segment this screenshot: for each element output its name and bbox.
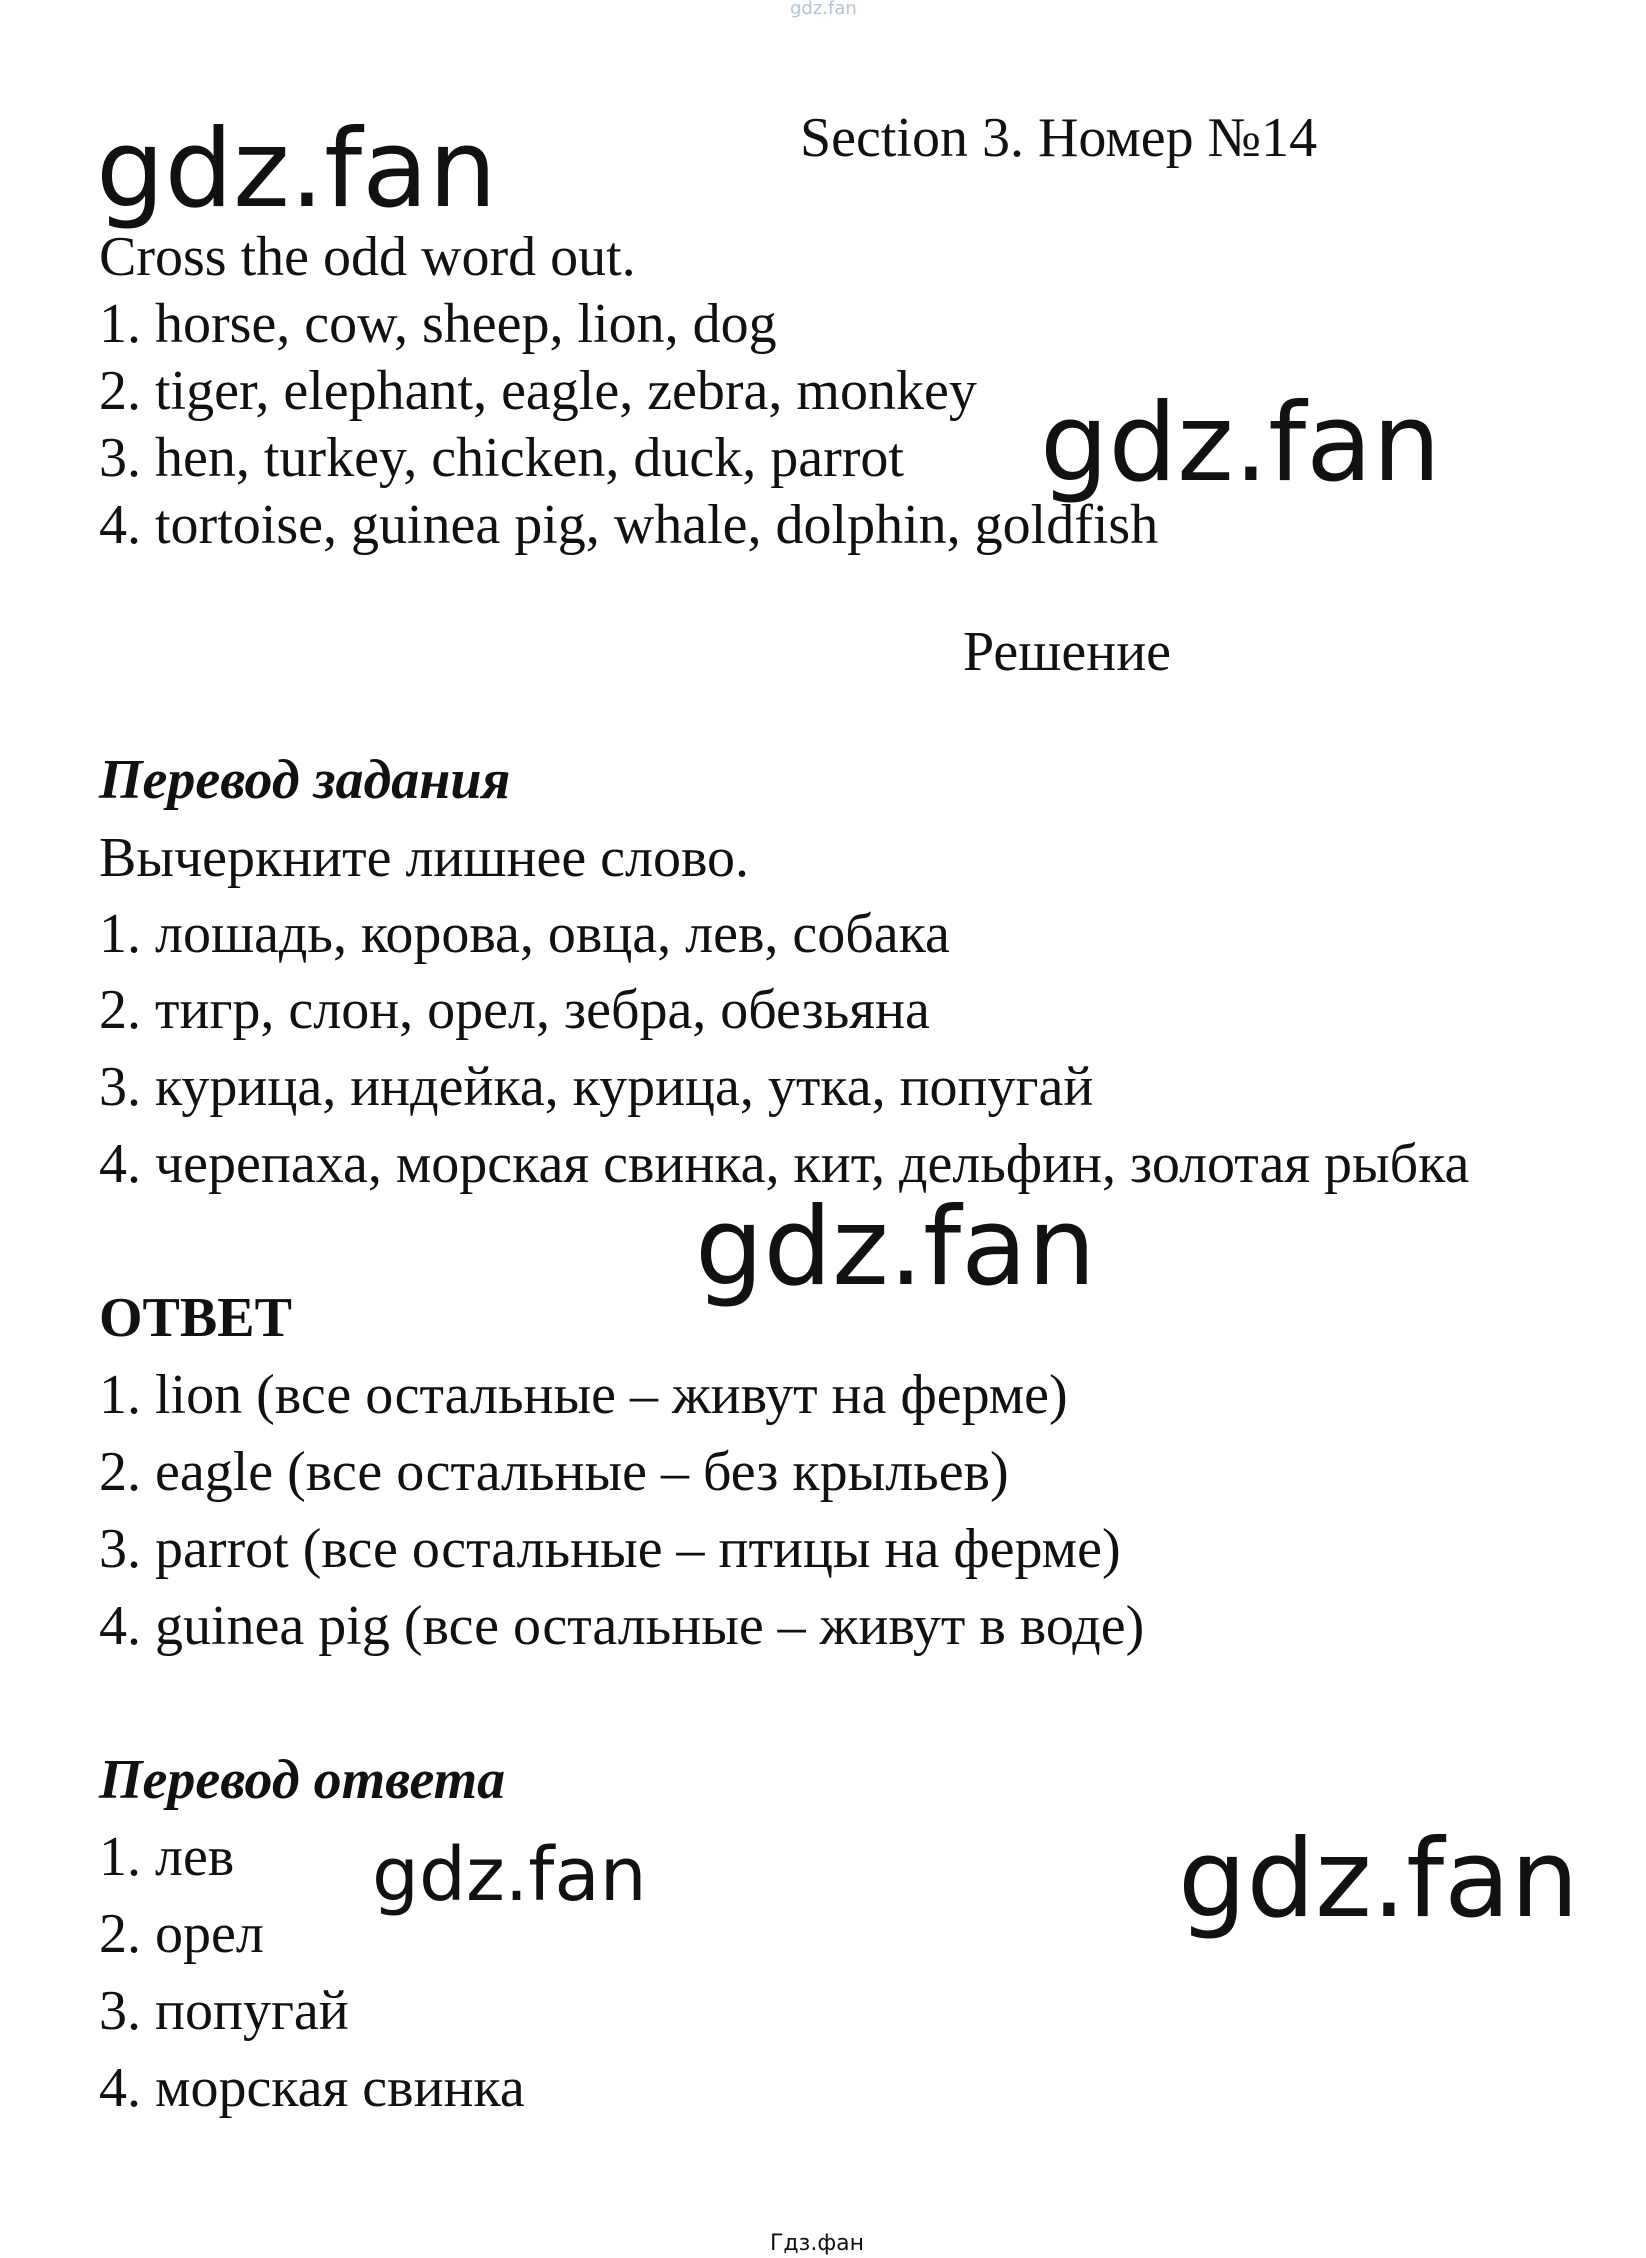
- answer-item: 1. lion (все остальные – живут на ферме): [99, 1364, 1068, 1426]
- watermark-lower-small: gdz.fan: [372, 1832, 647, 1918]
- task-instruction: Cross the odd word out.: [99, 226, 636, 288]
- answer-translation-heading: Перевод ответа: [99, 1749, 506, 1811]
- task-translation-item: 3. курица, индейка, курица, утка, попугай: [99, 1056, 1094, 1118]
- task-translation-heading: Перевод задания: [99, 749, 511, 811]
- answer-item: 2. eagle (все остальные – без крыльев): [99, 1441, 1009, 1503]
- task-translation-item: 4. черепаха, морская свинка, кит, дельфин, золотая рыбка: [99, 1133, 1470, 1195]
- answer-item: 3. parrot (все остальные – птицы на ферме): [99, 1518, 1121, 1580]
- task-item: 4. tortoise, guinea pig, whale, dolphin, goldfish: [99, 494, 1159, 556]
- answer-translation-item: 2. орел: [99, 1903, 264, 1965]
- solution-heading: Решение: [963, 621, 1172, 683]
- task-translation-item: 1. лошадь, корова, овца, лев, собака: [99, 903, 950, 965]
- section-title: Section 3. Номер №14: [800, 107, 1318, 169]
- task-item: 3. hen, turkey, chicken, duck, parrot: [99, 427, 904, 489]
- watermark-mid-right: gdz.fan: [1040, 381, 1441, 506]
- answer-translation-item: 3. попугай: [99, 1980, 349, 2042]
- answer-heading: ОТВЕТ: [99, 1287, 292, 1349]
- watermark-top-left: gdz.fan: [96, 107, 497, 232]
- watermark-top-small: gdz.fan: [790, 0, 857, 19]
- watermark-lower-right: gdz.fan: [1178, 1817, 1579, 1942]
- task-translation-instruction: Вычеркните лишнее слово.: [99, 827, 750, 889]
- watermark-bottom: Гдз.фан: [770, 2231, 864, 2256]
- task-item: 2. tiger, elephant, eagle, zebra, monkey: [99, 360, 977, 422]
- task-item: 1. horse, cow, sheep, lion, dog: [99, 293, 777, 355]
- answer-translation-item: 4. морская свинка: [99, 2057, 525, 2119]
- watermark-center: gdz.fan: [695, 1185, 1096, 1310]
- answer-translation-item: 1. лев: [99, 1826, 235, 1888]
- task-translation-item: 2. тигр, слон, орел, зебра, обезьяна: [99, 979, 930, 1041]
- answer-item: 4. guinea pig (все остальные – живут в воде): [99, 1595, 1145, 1657]
